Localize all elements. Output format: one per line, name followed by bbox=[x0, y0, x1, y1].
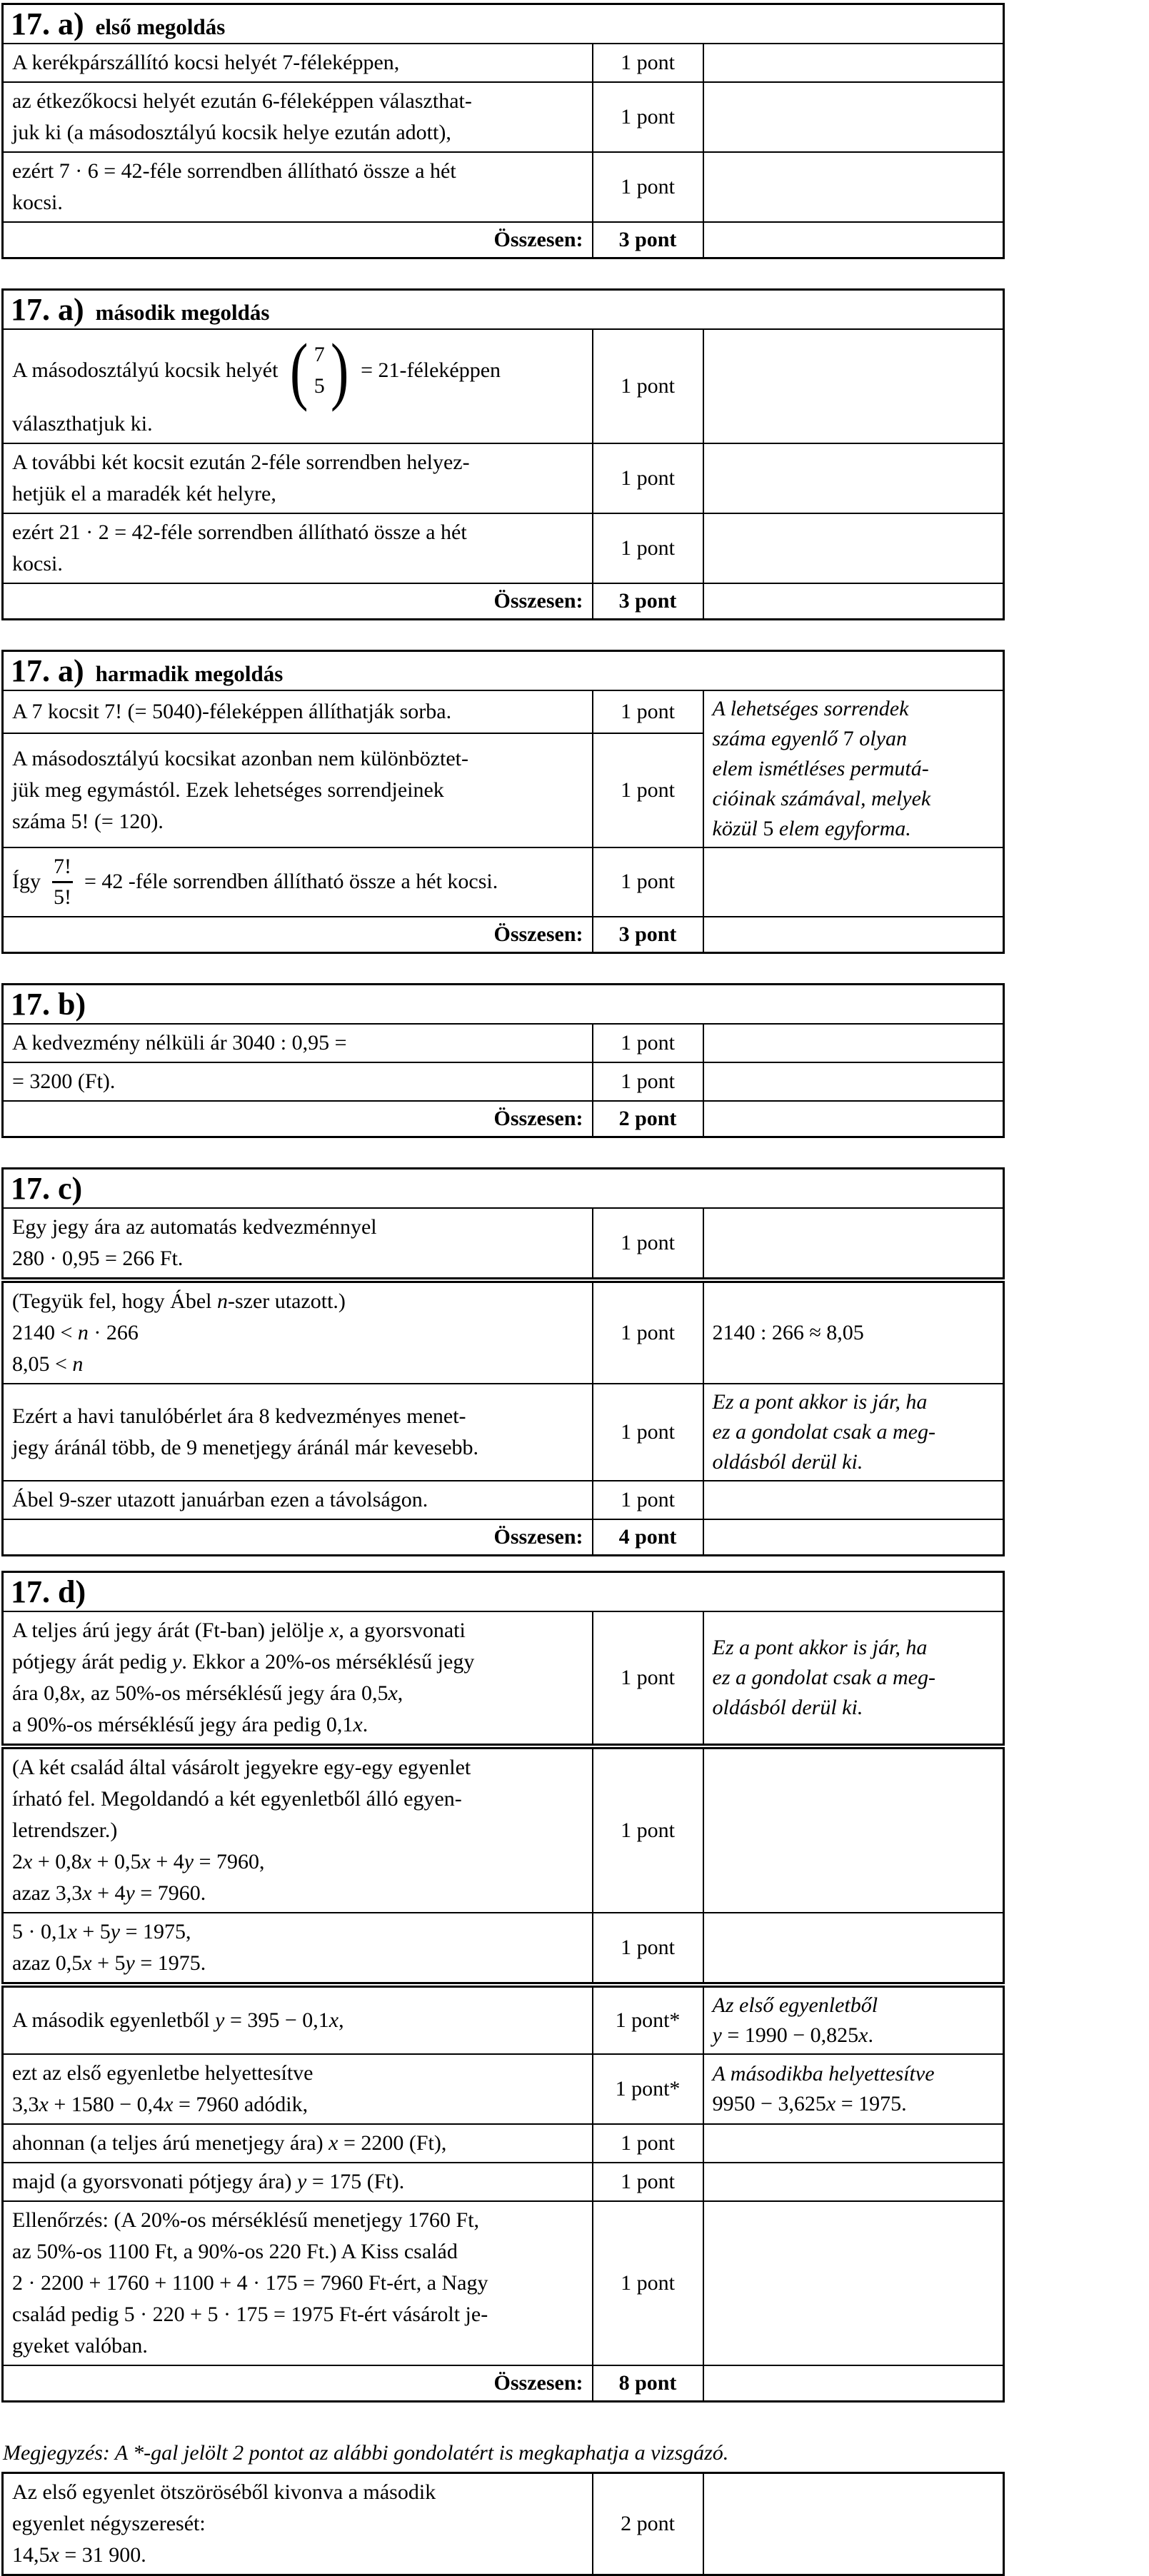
note-cell bbox=[703, 1062, 1004, 1101]
points-cell: 1 pont bbox=[593, 1481, 703, 1519]
table-row bbox=[3, 690, 1004, 734]
section-header bbox=[3, 1168, 1004, 1208]
points-cell: 1 pont* bbox=[593, 1985, 703, 2054]
note-cell: A másodikba helyettesítve 9950 − 3,625x = 1975. bbox=[703, 2054, 1004, 2124]
grading-table-starred-alternative bbox=[1, 2472, 1005, 2576]
table-row bbox=[3, 152, 1004, 222]
table-header-row bbox=[3, 4, 1004, 44]
note-cell bbox=[703, 152, 1004, 222]
section-subtitle: első megoldás bbox=[95, 14, 226, 39]
points-cell: 1 pont bbox=[593, 82, 703, 152]
total-points: 2 pont bbox=[593, 1101, 703, 1137]
points-cell: 2 pont bbox=[593, 2472, 703, 2575]
criterion-cell: ezért 7 · 6 = 42-féle sorrendben állítható össze a hét kocsi. bbox=[3, 152, 593, 222]
table-row bbox=[3, 82, 1004, 152]
note-cell bbox=[703, 2365, 1004, 2402]
table-row bbox=[3, 513, 1004, 583]
table-row bbox=[3, 1611, 1004, 1746]
table-row bbox=[3, 1913, 1004, 1985]
section-number: 17. a) bbox=[11, 6, 84, 41]
criterion-cell: Egy jegy ára az automatás kedvezménnyel 280 · 0,95 = 266 Ft. bbox=[3, 1208, 593, 1280]
total-row bbox=[3, 917, 1004, 953]
points-cell: 1 pont bbox=[593, 847, 703, 917]
binomial-bottom: 5 bbox=[313, 373, 325, 398]
note-cell bbox=[703, 2472, 1004, 2575]
section-header bbox=[3, 4, 1004, 44]
table-row bbox=[3, 847, 1004, 917]
formula-line bbox=[12, 328, 583, 412]
section-header bbox=[3, 1571, 1004, 1611]
table-header-row bbox=[3, 1571, 1004, 1611]
total-label: Összesen: bbox=[3, 222, 593, 258]
note-cell bbox=[703, 2124, 1004, 2163]
left-paren: ( bbox=[290, 328, 308, 412]
total-row bbox=[3, 2365, 1004, 2402]
formula-text: Így bbox=[12, 870, 41, 894]
points-cell: 1 pont bbox=[593, 443, 703, 513]
section-number: 17. d) bbox=[11, 1574, 86, 1609]
criterion-text: választhatjuk ki. bbox=[12, 411, 153, 436]
note-cell bbox=[703, 329, 1004, 443]
note-cell bbox=[703, 1746, 1004, 1913]
grading-table-17a-solution3 bbox=[1, 650, 1005, 954]
note-cell bbox=[703, 583, 1004, 620]
note-cell bbox=[703, 443, 1004, 513]
criterion-cell: A 7 kocsit 7! (= 5040)-féleképpen állíthatják sorba. bbox=[3, 690, 593, 734]
table-header-row bbox=[3, 984, 1004, 1024]
note-cell bbox=[703, 2163, 1004, 2201]
note-cell bbox=[703, 847, 1004, 917]
binomial-coefficient bbox=[286, 328, 352, 412]
points-cell: 1 pont bbox=[593, 2163, 703, 2201]
table-header-row bbox=[3, 290, 1004, 330]
total-points: 3 pont bbox=[593, 583, 703, 620]
note-cell: A lehetséges sorrendek száma egyenlő 7 olyan elem ismétléses permutá- cióinak számával, melyek közül 5 elem egyforma. bbox=[703, 690, 1004, 847]
note-cell bbox=[703, 1208, 1004, 1280]
grading-table-17d bbox=[1, 1571, 1005, 2403]
points-cell: 1 pont bbox=[593, 1611, 703, 1746]
total-label: Összesen: bbox=[3, 1101, 593, 1137]
table-row bbox=[3, 2163, 1004, 2201]
criterion-cell: Ábel 9-szer utazott januárban ezen a távolságon. bbox=[3, 1481, 593, 1519]
note-cell bbox=[703, 44, 1004, 82]
note-cell: 2140 : 266 ≈ 8,05 bbox=[703, 1280, 1004, 1384]
total-row bbox=[3, 1101, 1004, 1137]
total-points: 4 pont bbox=[593, 1519, 703, 1556]
note-cell bbox=[703, 1481, 1004, 1519]
criterion-cell: (Tegyük fel, hogy Ábel n-szer utazott.) 2140 < n · 266 8,05 < n bbox=[3, 1280, 593, 1384]
criterion-cell: 5 · 0,1x + 5y = 1975, azaz 0,5x + 5y = 1975. bbox=[3, 1913, 593, 1985]
table-row bbox=[3, 2054, 1004, 2124]
grading-table-17c bbox=[1, 1167, 1005, 1556]
section-header bbox=[3, 650, 1004, 690]
table-row bbox=[3, 2124, 1004, 2163]
points-cell: 1 pont bbox=[593, 1913, 703, 1985]
note-cell: Az első egyenletből y = 1990 − 0,825x. bbox=[703, 1985, 1004, 2054]
note-cell: Ez a pont akkor is jár, ha ez a gondolat csak a meg- oldásból derül ki. bbox=[703, 1384, 1004, 1481]
points-cell: 1 pont bbox=[593, 1208, 703, 1280]
criterion-cell: A kerékpárszállító kocsi helyét 7-féleképpen, bbox=[3, 44, 593, 82]
binomial-stack bbox=[312, 339, 327, 402]
note-cell bbox=[703, 1024, 1004, 1062]
section-number: 17. a) bbox=[11, 292, 84, 327]
note-cell bbox=[703, 82, 1004, 152]
criterion-cell: A másodosztályú kocsikat azonban nem különböztet- jük meg egymástól. Ezek lehetséges sorrendjeinek száma 5! (= 120). bbox=[3, 733, 593, 847]
points-cell: 1 pont bbox=[593, 2124, 703, 2163]
table-row bbox=[3, 1481, 1004, 1519]
criterion-cell: A további két kocsit ezután 2-féle sorrendben helyez- hetjük el a maradék két helyre, bbox=[3, 443, 593, 513]
grading-table-17a-solution1 bbox=[1, 3, 1005, 259]
total-points: 8 pont bbox=[593, 2365, 703, 2402]
section-number: 17. a) bbox=[11, 653, 84, 688]
points-cell: 1 pont* bbox=[593, 2054, 703, 2124]
points-cell: 1 pont bbox=[593, 1280, 703, 1384]
table-row bbox=[3, 1280, 1004, 1384]
criterion-cell: ahonnan (a teljes árú menetjegy ára) x = 2200 (Ft), bbox=[3, 2124, 593, 2163]
fraction-numerator: 7! bbox=[52, 852, 73, 883]
total-label: Összesen: bbox=[3, 917, 593, 953]
points-cell: 1 pont bbox=[593, 733, 703, 847]
points-cell: 1 pont bbox=[593, 329, 703, 443]
table-row bbox=[3, 1384, 1004, 1481]
total-row bbox=[3, 583, 1004, 620]
section-subtitle: második megoldás bbox=[95, 300, 270, 325]
table-row bbox=[3, 1746, 1004, 1913]
criterion-cell: ezt az első egyenletbe helyettesítve 3,3x + 1580 − 0,4x = 7960 adódik, bbox=[3, 2054, 593, 2124]
formula-line bbox=[12, 851, 583, 913]
total-label: Összesen: bbox=[3, 583, 593, 620]
section-number: 17. b) bbox=[11, 986, 86, 1022]
table-row bbox=[3, 1208, 1004, 1280]
total-points: 3 pont bbox=[593, 917, 703, 953]
points-cell: 1 pont bbox=[593, 44, 703, 82]
points-cell: 1 pont bbox=[593, 152, 703, 222]
formula-text: = 21-féleképpen bbox=[361, 358, 501, 382]
table-row bbox=[3, 2472, 1004, 2575]
points-cell: 1 pont bbox=[593, 690, 703, 734]
note-cell bbox=[703, 513, 1004, 583]
fraction-denominator: 5! bbox=[54, 885, 71, 909]
points-cell: 1 pont bbox=[593, 1746, 703, 1913]
table-row bbox=[3, 1024, 1004, 1062]
section-header bbox=[3, 290, 1004, 330]
total-row bbox=[3, 222, 1004, 258]
note-cell bbox=[703, 917, 1004, 953]
total-label: Összesen: bbox=[3, 1519, 593, 1556]
note-cell: Ez a pont akkor is jár, ha ez a gondolat csak a meg- oldásból derül ki. bbox=[703, 1611, 1004, 1746]
criterion-cell: ezért 21 · 2 = 42-féle sorrendben állítható össze a hét kocsi. bbox=[3, 513, 593, 583]
criterion-cell: az étkezőkocsi helyét ezután 6-féleképpen választhat- juk ki (a másodosztályú kocsik helye ezután adott), bbox=[3, 82, 593, 152]
points-cell: 1 pont bbox=[593, 513, 703, 583]
total-row bbox=[3, 1519, 1004, 1556]
table-row bbox=[3, 2201, 1004, 2365]
criterion-cell bbox=[3, 329, 593, 443]
table-row bbox=[3, 1985, 1004, 2054]
grading-table-17b bbox=[1, 983, 1005, 1138]
section-header bbox=[3, 984, 1004, 1024]
note-cell bbox=[703, 2201, 1004, 2365]
note-cell bbox=[703, 1519, 1004, 1556]
formula-text: = 42 -féle sorrendben állítható össze a hét kocsi. bbox=[84, 870, 498, 894]
formula-text: A másodosztályú kocsik helyét bbox=[12, 358, 279, 382]
criterion-cell: Ezért a havi tanulóbérlet ára 8 kedvezményes menet- jegy áránál több, de 9 menetjegy áránál már kevesebb. bbox=[3, 1384, 593, 1481]
points-cell: 1 pont bbox=[593, 1384, 703, 1481]
criterion-cell: Ellenőrzés: (A 20%-os mérséklésű menetjegy 1760 Ft, az 50%-os 1100 Ft, a 90%-os 220 Ft.) A Kiss család 2 · 2200 + 1760 + 1100 + 4 · 175 = 7960 Ft-ért, a Nagy család pedig 5 · 220 + 5 · 175 = 1975 Ft-ért vásárolt je- gyeket valóban. bbox=[3, 2201, 593, 2365]
fraction bbox=[52, 852, 73, 912]
grading-table-17a-solution2 bbox=[1, 288, 1005, 620]
criterion-cell: A kedvezmény nélküli ár 3040 : 0,95 = bbox=[3, 1024, 593, 1062]
note-cell bbox=[703, 1913, 1004, 1985]
note-cell bbox=[703, 1101, 1004, 1137]
points-cell: 1 pont bbox=[593, 2201, 703, 2365]
points-cell: 1 pont bbox=[593, 1062, 703, 1101]
criterion-cell: majd (a gyorsvonati pótjegy ára) y = 175 (Ft). bbox=[3, 2163, 593, 2201]
criterion-cell: = 3200 (Ft). bbox=[3, 1062, 593, 1101]
total-label: Összesen: bbox=[3, 2365, 593, 2402]
criterion-cell: A második egyenletből y = 395 − 0,1x, bbox=[3, 1985, 593, 2054]
right-paren: ) bbox=[330, 328, 349, 412]
total-points: 3 pont bbox=[593, 222, 703, 258]
examiner-remark: Megjegyzés: A *-gal jelölt 2 pontot az alábbi gondolatért is megkaphatja a vizsgázó. bbox=[3, 2440, 729, 2465]
binomial-top: 7 bbox=[313, 342, 325, 366]
section-number: 17. c) bbox=[11, 1170, 83, 1206]
criterion-cell: (A két család által vásárolt jegyekre egy-egy egyenlet írható fel. Megoldandó a két egyenletből álló egyen- letrendszer.) 2x + 0,8x + 0,5x + 4y = 7960, azaz 3,3x + 4y = 7960. bbox=[3, 1746, 593, 1913]
criterion-cell: Az első egyenlet ötszöröséből kivonva a második egyenlet négyszeresét: 14,5x = 31 900. bbox=[3, 2472, 593, 2575]
table-row bbox=[3, 1062, 1004, 1101]
criterion-cell bbox=[3, 847, 593, 917]
table-row bbox=[3, 329, 1004, 443]
points-cell: 1 pont bbox=[593, 1024, 703, 1062]
section-subtitle: harmadik megoldás bbox=[95, 660, 284, 686]
note-cell bbox=[703, 222, 1004, 258]
table-header-row bbox=[3, 1168, 1004, 1208]
table-row bbox=[3, 44, 1004, 82]
criterion-cell: A teljes árú jegy árát (Ft-ban) jelölje x, a gyorsvonati pótjegy árát pedig y. Ekkor a 20%-os mérséklésű jegy ára 0,8x, az 50%-os mérséklésű jegy ára 0,5x, a 90%-os mérséklésű jegy ára pedig 0,1x. bbox=[3, 1611, 593, 1746]
table-row bbox=[3, 443, 1004, 513]
table-header-row bbox=[3, 650, 1004, 690]
